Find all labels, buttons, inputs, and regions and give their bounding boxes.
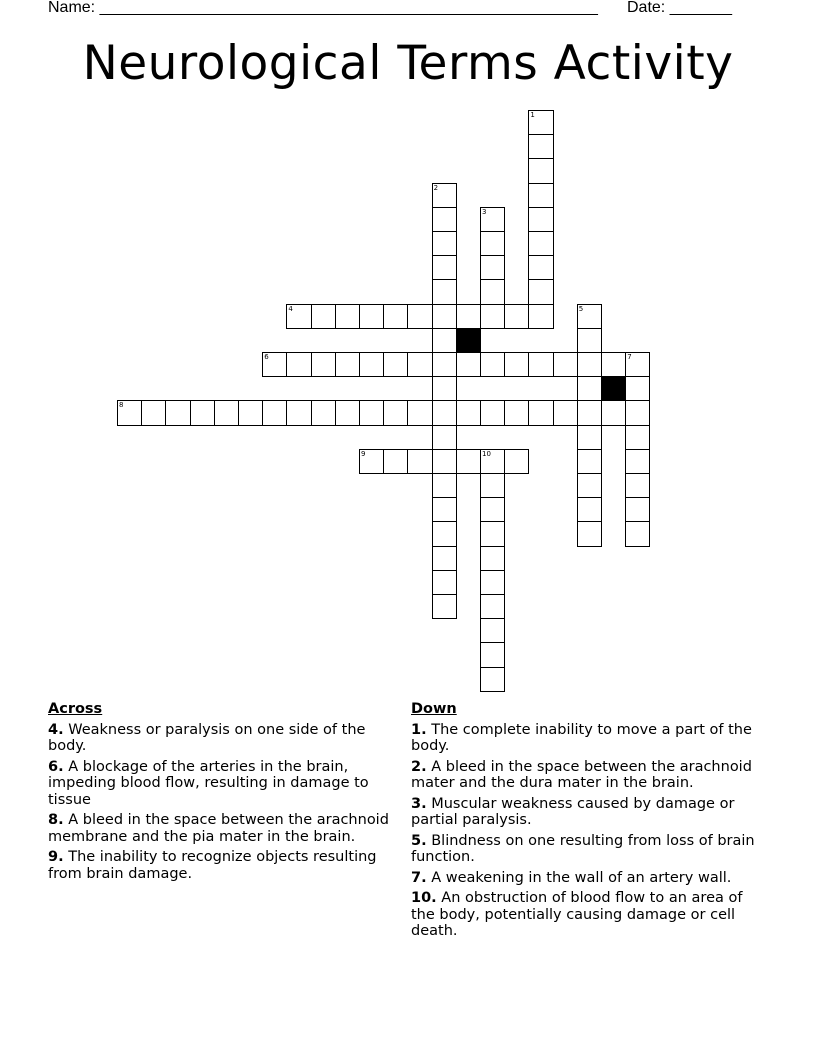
crossword-cell[interactable] [407, 449, 432, 474]
clue-text: Muscular weakness caused by damage or partial paralysis. [411, 795, 735, 828]
crossword-cell[interactable] [625, 449, 650, 474]
crossword-cell[interactable] [480, 642, 505, 667]
crossword-cell[interactable] [286, 400, 311, 425]
crossword-cell[interactable] [432, 304, 457, 329]
clue-text: Weakness or paralysis on one side of the body. [48, 721, 366, 754]
crossword-cell[interactable] [480, 207, 505, 232]
crossword-cell[interactable] [432, 279, 457, 304]
crossword-cell[interactable] [577, 400, 602, 425]
crossword-cell[interactable] [432, 352, 457, 377]
crossword-cell[interactable] [528, 134, 553, 159]
cell-number: 7 [627, 353, 632, 361]
cell-number: 9 [361, 449, 366, 458]
crossword-cell[interactable] [577, 352, 602, 377]
crossword-cell[interactable] [335, 400, 360, 425]
crossword-cell[interactable] [528, 400, 553, 425]
crossword-cell[interactable] [553, 400, 578, 425]
crossword-cell[interactable] [528, 304, 553, 329]
down-clue [411, 833, 761, 866]
cell-number: 6 [264, 353, 269, 361]
crossword-cell[interactable] [456, 352, 481, 377]
crossword-cell[interactable] [528, 207, 553, 232]
crossword-cell[interactable] [625, 521, 650, 546]
crossword-cell[interactable] [286, 304, 311, 329]
clue-text: The inability to recognize objects resulting from brain damage. [48, 849, 377, 882]
crossword-cell[interactable] [528, 158, 553, 183]
clue-number: 5. [411, 832, 427, 849]
crossword-cell[interactable] [117, 400, 142, 425]
cell-number: 8 [119, 401, 124, 410]
crossword-cell[interactable] [286, 352, 311, 377]
clue-text: A blockage of the arteries in the brain, impeding blood flow, resulting in damage to tissue [48, 758, 369, 808]
crossword-cell[interactable] [625, 473, 650, 498]
date-field-label: Date: _______ [627, 0, 732, 16]
crossword-cell[interactable] [480, 304, 505, 329]
crossword-cell[interactable] [383, 400, 408, 425]
cell-number: 5 [578, 304, 584, 313]
clue-number: 8. [48, 812, 64, 828]
crossword-cell[interactable] [528, 110, 553, 135]
crossword-cell[interactable] [528, 183, 553, 208]
crossword-cell[interactable] [383, 352, 408, 377]
crossword-cell[interactable] [407, 304, 432, 329]
crossword-cell[interactable] [625, 425, 650, 450]
crossword-cell[interactable] [480, 594, 505, 619]
across-clue [48, 849, 398, 882]
crossword-cell[interactable] [504, 304, 529, 329]
crossword-cell[interactable] [577, 376, 602, 401]
clue-text: A bleed in the space between the arachnoid membrane and the pia mater in the brain. [48, 812, 389, 845]
crossword-cell[interactable] [528, 255, 553, 280]
crossword-cell[interactable] [480, 497, 505, 522]
crossword-cell[interactable] [480, 400, 505, 425]
crossword-cell[interactable] [383, 304, 408, 329]
crossword-cell[interactable] [577, 425, 602, 450]
crossword-cell[interactable] [480, 667, 505, 692]
crossword-cell[interactable] [601, 352, 626, 377]
crossword-cell[interactable] [214, 400, 239, 425]
crossword-cell[interactable] [480, 352, 505, 377]
crossword-cell[interactable] [480, 279, 505, 304]
black-cell [456, 328, 481, 353]
crossword-cell[interactable] [432, 183, 457, 208]
across-clue [48, 812, 398, 845]
crossword-cell[interactable] [432, 449, 457, 474]
down-clue [411, 759, 761, 792]
crossword-cell[interactable] [359, 400, 384, 425]
across-heading: Across [48, 701, 103, 717]
clue-text: A weakening in the wall of an artery wall. [431, 869, 732, 886]
crossword-cell[interactable] [480, 449, 505, 474]
clue-number: 6. [48, 758, 64, 775]
crossword-cell[interactable] [432, 570, 457, 595]
down-clue [411, 722, 761, 755]
down-clues [411, 701, 761, 944]
crossword-cell[interactable] [601, 400, 626, 425]
crossword-cell[interactable] [262, 400, 287, 425]
crossword-cell[interactable] [528, 231, 553, 256]
crossword-cell[interactable] [625, 400, 650, 425]
crossword-cell[interactable] [480, 473, 505, 498]
crossword-cell[interactable] [432, 497, 457, 522]
down-heading: Down [411, 701, 457, 717]
crossword-cell[interactable] [432, 521, 457, 546]
crossword-cell[interactable] [190, 400, 215, 425]
crossword-cell[interactable] [165, 400, 190, 425]
crossword-cell[interactable] [504, 400, 529, 425]
crossword-cell[interactable] [577, 473, 602, 498]
crossword-cell[interactable] [456, 304, 481, 329]
across-clue [48, 759, 398, 809]
crossword-cell[interactable] [480, 231, 505, 256]
clue-text: The complete inability to move a part of the body. [411, 721, 752, 754]
crossword-cell[interactable] [238, 400, 263, 425]
crossword-cell[interactable] [262, 352, 287, 377]
crossword-cell[interactable] [432, 255, 457, 280]
crossword-cell[interactable] [577, 521, 602, 546]
crossword-cell[interactable] [553, 352, 578, 377]
across-clue [48, 722, 398, 755]
down-clue [411, 890, 761, 940]
crossword-cell[interactable] [359, 304, 384, 329]
clue-text: A bleed in the space between the arachnoid mater and the dura mater in the brain. [411, 758, 752, 791]
cell-number: 2 [433, 183, 439, 192]
crossword-cell[interactable] [480, 521, 505, 546]
crossword-cell[interactable] [141, 400, 166, 425]
crossword-cell[interactable] [625, 497, 650, 522]
crossword-cell[interactable] [407, 352, 432, 377]
crossword-cell[interactable] [359, 449, 384, 474]
crossword-cell[interactable] [335, 352, 360, 377]
clue-number: 2. [411, 758, 427, 775]
crossword-cell[interactable] [432, 231, 457, 256]
crossword-cell[interactable] [383, 449, 408, 474]
crossword-cell[interactable] [311, 304, 336, 329]
crossword-cell[interactable] [311, 352, 336, 377]
clue-text: An obstruction of blood flow to an area of the body, potentially causing damage or cell death. [411, 890, 743, 939]
down-clue [411, 796, 761, 829]
crossword-cell[interactable] [432, 546, 457, 571]
crossword-cell[interactable] [432, 376, 457, 401]
crossword-cell[interactable] [480, 546, 505, 571]
name-field-label: Name: ________________________________________________________ [48, 0, 598, 16]
crossword-cell[interactable] [528, 279, 553, 304]
clue-number: 3. [411, 795, 427, 812]
crossword-cell[interactable] [504, 352, 529, 377]
down-clue [411, 870, 761, 887]
cell-number: 1 [530, 111, 535, 119]
crossword-cell[interactable] [480, 255, 505, 280]
clue-number: 9. [48, 849, 64, 865]
crossword-cell[interactable] [432, 594, 457, 619]
crossword-cell[interactable] [359, 352, 384, 377]
page-title: Neurological Terms Activity [82, 36, 734, 91]
crossword-cell[interactable] [432, 473, 457, 498]
across-clues [48, 701, 398, 886]
crossword-cell[interactable] [625, 376, 650, 401]
crossword-cell[interactable] [625, 352, 650, 377]
crossword-cell[interactable] [480, 570, 505, 595]
crossword-cell[interactable] [528, 352, 553, 377]
cell-number: 3 [482, 207, 487, 216]
crossword-cell[interactable] [577, 328, 602, 353]
crossword-cell[interactable] [407, 400, 432, 425]
crossword-cell[interactable] [456, 449, 481, 474]
crossword-cell[interactable] [480, 618, 505, 643]
clue-number: 7. [411, 869, 427, 886]
cell-number: 4 [288, 304, 293, 313]
crossword-cell[interactable] [432, 425, 457, 450]
crossword-cell[interactable] [577, 304, 602, 329]
clue-text: Blindness on one resulting from loss of brain function. [411, 832, 755, 865]
clue-number: 1. [411, 721, 427, 738]
clue-number: 4. [48, 721, 64, 738]
clue-number: 10. [411, 890, 437, 906]
crossword-cell[interactable] [456, 400, 481, 425]
crossword-cell[interactable] [311, 400, 336, 425]
black-cell [601, 376, 626, 401]
crossword-cell[interactable] [504, 449, 529, 474]
crossword-cell[interactable] [432, 328, 457, 353]
crossword-cell[interactable] [432, 400, 457, 425]
crossword-cell[interactable] [432, 207, 457, 232]
cell-number: 10 [482, 449, 491, 458]
crossword-cell[interactable] [335, 304, 360, 329]
crossword-cell[interactable] [577, 497, 602, 522]
crossword-cell[interactable] [577, 449, 602, 474]
